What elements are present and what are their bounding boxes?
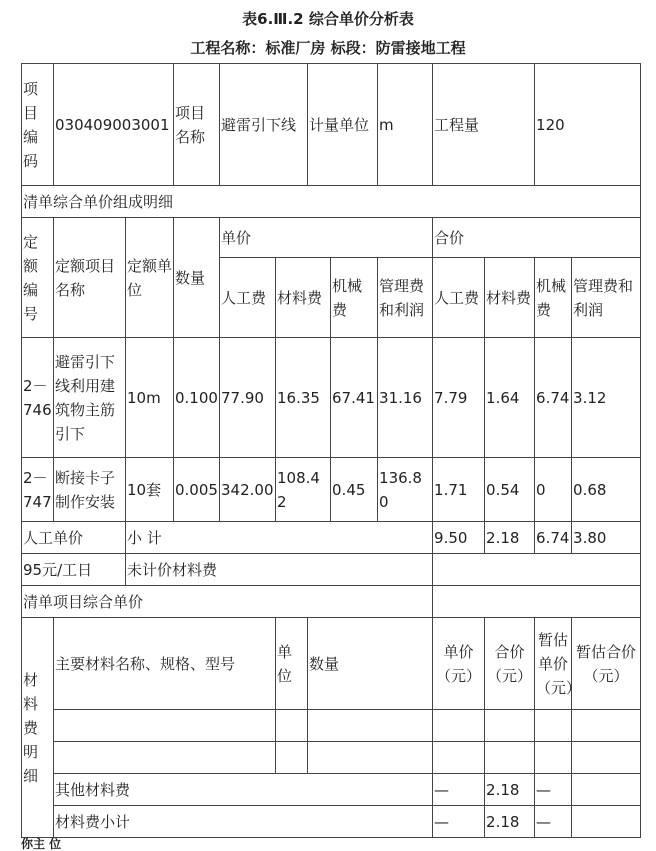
subtotal-machine: 6.74 — [535, 522, 572, 554]
subtotal-labor: 9.50 — [433, 522, 485, 554]
subtotal-mgmt: 3.80 — [572, 522, 641, 554]
material-side-label: 材料费明细 — [22, 618, 54, 838]
material-subtotal-unit-price: — — [433, 806, 485, 838]
unit-value: m — [378, 64, 433, 186]
table-row — [22, 338, 641, 458]
cell-qty: 0.100 — [174, 338, 220, 458]
col-total-labor: 人工费 — [433, 258, 485, 338]
col-quantity: 数量 — [174, 218, 220, 338]
item-code-label: 项目编码 — [22, 64, 54, 186]
quantity-label: 工程量 — [433, 64, 535, 186]
cell-qty: 0.005 — [174, 458, 220, 522]
col-total-mgmt: 管理费和利润 — [572, 258, 641, 338]
cell-t-labor: 1.71 — [433, 458, 485, 522]
other-material-row — [22, 774, 641, 806]
unpriced-material-label: 未计价材料费 — [126, 554, 433, 586]
cell-u-mgmt: 31.16 — [378, 338, 433, 458]
material-unit-price-header: 单价（元） — [433, 618, 485, 710]
cell-u-labor: 77.90 — [220, 338, 276, 458]
cell-t-machine: 0 — [535, 458, 572, 522]
col-quota-unit: 定额单位 — [126, 218, 174, 338]
subtotal-row — [22, 522, 641, 554]
table-row — [22, 458, 641, 522]
other-material-est-unit: — — [535, 774, 572, 806]
material-est-unit-header: 暂估单价（元） — [535, 618, 572, 710]
cell-t-material: 0.54 — [485, 458, 535, 522]
cell-t-mgmt: 0.68 — [572, 458, 641, 522]
other-material-total: 2.18 — [485, 774, 535, 806]
col-unit-labor: 人工费 — [220, 258, 276, 338]
material-unit-header: 单位 — [276, 618, 308, 710]
col-total-material: 材料费 — [485, 258, 535, 338]
table-title: 表6.Ⅲ.2 综合单价分析表 — [242, 10, 414, 28]
material-subtotal-total: 2.18 — [485, 806, 535, 838]
labor-rate-value: 95元/工日 — [22, 554, 126, 586]
other-material-unit-price: — — [433, 774, 485, 806]
material-qty-header: 数量 — [308, 618, 433, 710]
cell-name: 避雷引下线利用建筑物主筋引下 — [54, 338, 126, 458]
subtotal-label: 小 计 — [126, 522, 433, 554]
subtotal-material: 2.18 — [485, 522, 535, 554]
cell-t-mgmt: 3.12 — [572, 338, 641, 458]
labor-unit-price-label: 人工单价 — [22, 522, 126, 554]
col-unit-price-group: 单价 — [220, 218, 433, 258]
cell-t-labor: 7.79 — [433, 338, 485, 458]
material-total-header: 合价（元） — [485, 618, 535, 710]
unit-price-analysis-table — [21, 63, 641, 838]
col-unit-material: 材料费 — [276, 258, 331, 338]
cell-u-mgmt: 136.80 — [378, 458, 433, 522]
cell-code: 2－747 — [22, 458, 54, 522]
breakdown-section-title: 清单综合单价组成明细 — [22, 186, 641, 218]
col-total-price-group: 合价 — [433, 218, 641, 258]
material-subtotal-row — [22, 806, 641, 838]
quantity-value: 120 — [535, 64, 641, 186]
col-total-machine: 机械费 — [535, 258, 572, 338]
cell-unit: 10套 — [126, 458, 174, 522]
cell-name: 断接卡子制作安装 — [54, 458, 126, 522]
cell-t-machine: 6.74 — [535, 338, 572, 458]
material-name-header: 主要材料名称、规格、型号 — [54, 618, 276, 710]
cell-u-machine: 67.41 — [331, 338, 378, 458]
material-est-total-header: 暂估合价（元） — [572, 618, 641, 710]
item-unit-price-row — [22, 586, 641, 618]
cell-u-material: 16.35 — [276, 338, 331, 458]
item-name-label: 项目名称 — [174, 64, 220, 186]
col-quota-code: 定额编号 — [22, 218, 54, 338]
project-subtitle: 工程名称：标准厂房 标段：防雷接地工程 — [190, 39, 466, 57]
item-info-row — [22, 64, 641, 186]
item-code-value: 030409003001 — [54, 64, 174, 186]
cell-code: 2－746 — [22, 338, 54, 458]
material-empty-row — [22, 742, 641, 774]
item-unit-price-label: 清单项目综合单价 — [22, 586, 433, 618]
col-quota-name: 定额项目名称 — [54, 218, 126, 338]
col-unit-mgmt: 管理费和利润 — [378, 258, 433, 338]
cell-u-material: 108.42 — [276, 458, 331, 522]
cell-unit: 10m — [126, 338, 174, 458]
footer-partial-text: 你主 位 — [21, 837, 62, 851]
material-subtotal-label: 材料费小计 — [54, 806, 433, 838]
cell-t-material: 1.64 — [485, 338, 535, 458]
other-material-label: 其他材料费 — [54, 774, 433, 806]
unit-label: 计量单位 — [308, 64, 378, 186]
col-unit-machine: 机械费 — [331, 258, 378, 338]
material-empty-row — [22, 710, 641, 742]
cell-u-machine: 0.45 — [331, 458, 378, 522]
material-header-row — [22, 618, 641, 710]
material-subtotal-est-unit: — — [535, 806, 572, 838]
item-name-value: 避雷引下线 — [220, 64, 308, 186]
unpriced-material-value — [433, 554, 641, 586]
item-unit-price-value — [433, 586, 641, 618]
cell-u-labor: 342.00 — [220, 458, 276, 522]
unpriced-material-row — [22, 554, 641, 586]
